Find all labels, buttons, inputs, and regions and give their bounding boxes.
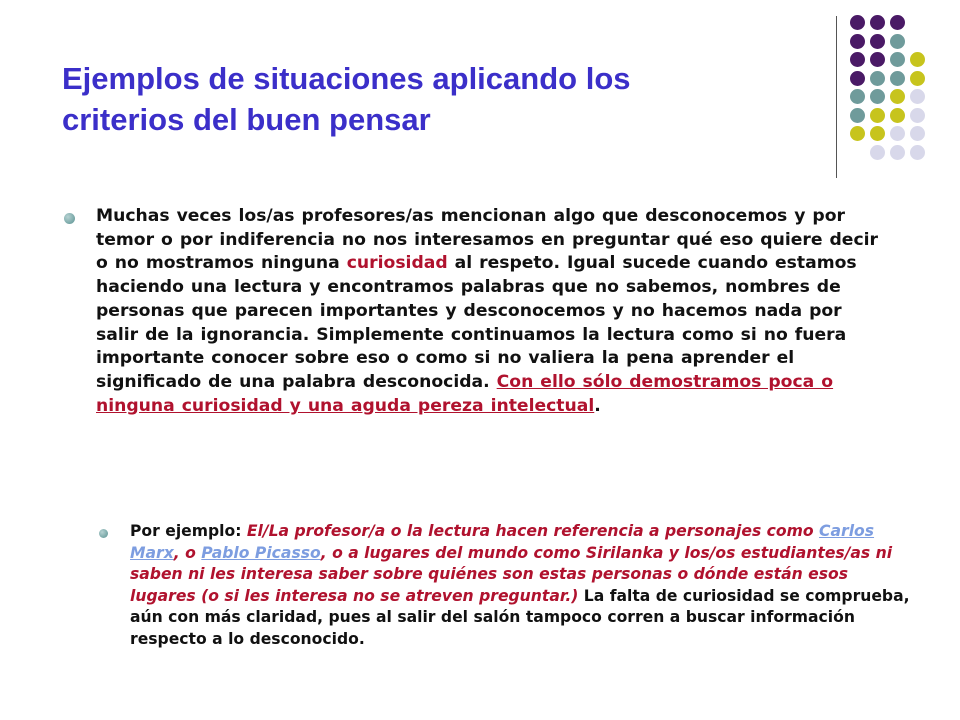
bullet1-end: .	[594, 395, 601, 416]
decorative-dot	[870, 108, 885, 123]
bullet2-italic-b: , o	[173, 543, 202, 562]
decorative-dot	[910, 89, 925, 104]
slide-title-line2: criterios del buen pensar	[62, 102, 431, 137]
decorative-dot	[850, 126, 865, 141]
decorative-dot	[870, 52, 885, 67]
decorative-dot	[890, 145, 905, 160]
decorative-dot	[870, 126, 885, 141]
bullet-icon	[64, 213, 75, 224]
decorative-dot	[850, 34, 865, 49]
decorative-dot	[890, 108, 905, 123]
bullet-paragraph-1	[96, 205, 886, 418]
carlos-marx-link[interactable]: Carlos Marx	[130, 522, 875, 562]
bullet1-highlight: Con ello sólo demostramos poca o ninguna curiosidad y una aguda pereza intelectual	[96, 371, 834, 416]
decorative-dot	[890, 34, 905, 49]
bullet2-italic-c: , o a lugares del mundo como Sirilanka y los/os estudiantes/as ni saben ni les interesa saber sobre quiénes son estas personas o dónde están esos lugares (o si les interesa no se atreven preguntar.)	[130, 543, 893, 605]
decorative-dot	[890, 15, 905, 30]
decorative-dot-grid	[0, 0, 960, 200]
decorative-dot	[870, 15, 885, 30]
bullet1-curiosidad-word: curiosidad	[346, 253, 448, 274]
decorative-dot	[910, 52, 925, 67]
decorative-dot	[850, 71, 865, 86]
decorative-dot	[910, 145, 925, 160]
decorative-dot	[910, 126, 925, 141]
decorative-dot	[850, 108, 865, 123]
decorative-dot	[870, 89, 885, 104]
decorative-dot	[890, 126, 905, 141]
pablo-picasso-link[interactable]: Pablo Picasso	[201, 543, 321, 562]
bullet1-text-a: Muchas veces los/as profesores/as mencionan algo que desconocemos y por temor o por indiferencia no nos interesamos en preguntar qué eso quiere decir o no mostramos ninguna	[96, 206, 879, 274]
slide-title-line1: Ejemplos de situaciones aplicando los	[62, 61, 631, 96]
bullet1-text-b: al respeto. Igual sucede cuando estamos haciendo una lectura y encontramos palabras que no sabemos, nombres de personas que parecen importantes y desconocemos y no hacemos nada por salir de la ignorancia. Simplemente continuamos la lectura como si no fuera importante conocer sobre eso o como si no valiera la pena aprender el significado de una palabra desconocida.	[96, 253, 857, 392]
bullet2-lead: Por ejemplo	[130, 522, 236, 540]
bullet-paragraph-2	[130, 521, 910, 651]
bullet2-text-d: La falta de curiosidad se comprueba, aún con más claridad, pues al salir del salón tampoco corren a buscar información respecto a lo desconocido.	[130, 586, 910, 648]
decorative-dot	[870, 34, 885, 49]
bullet2-italic-a: El/La profesor/a o la lectura hacen referencia a personajes como	[246, 522, 820, 540]
decorative-dot	[910, 108, 925, 123]
decorative-dot	[850, 15, 865, 30]
bullet2-colon: :	[235, 522, 247, 540]
decorative-dot	[870, 71, 885, 86]
decorative-dot	[890, 52, 905, 67]
decorative-dot	[850, 89, 865, 104]
decorative-dot	[910, 71, 925, 86]
sub-bullet-icon	[99, 529, 108, 538]
decorative-dot	[890, 71, 905, 86]
decorative-dot	[890, 89, 905, 104]
decorative-dot	[850, 52, 865, 67]
decorative-dot	[870, 145, 885, 160]
